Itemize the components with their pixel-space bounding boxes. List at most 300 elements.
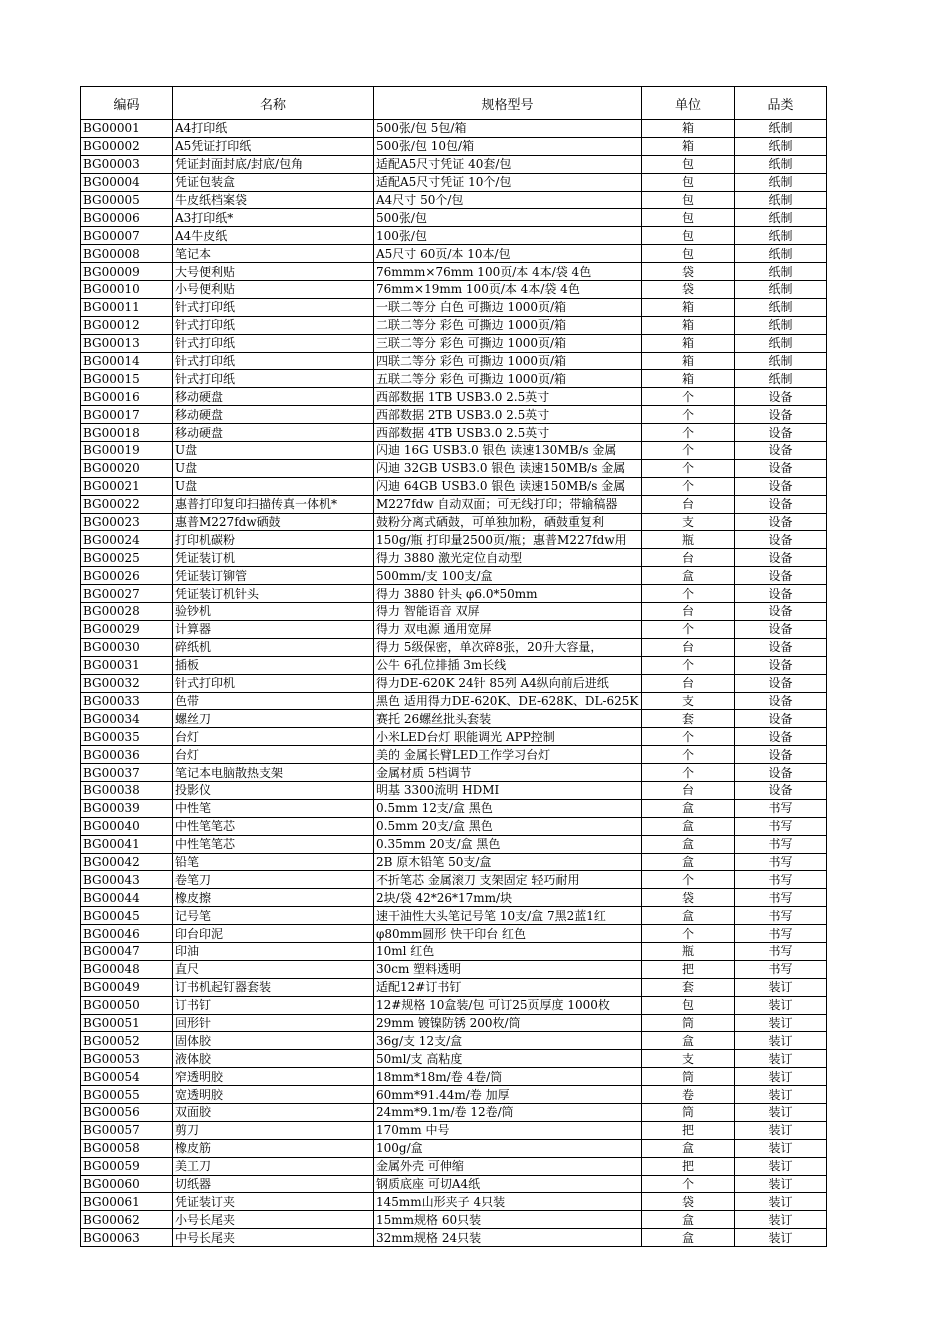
cell-name: 剪刀 <box>173 1121 374 1139</box>
cell-name: 凭证装订机 <box>173 549 374 567</box>
cell-code: BG00036 <box>81 746 173 764</box>
cell-name: 凭证装订夹 <box>173 1193 374 1211</box>
cell-code: BG00009 <box>81 263 173 281</box>
cell-code: BG00015 <box>81 370 173 388</box>
table-row <box>81 781 827 799</box>
cell-unit: 箱 <box>642 316 735 334</box>
cell-spec: 得力 3880 针头 φ6.0*50mm <box>374 585 642 603</box>
cell-category: 装订 <box>735 1068 827 1086</box>
cell-name: U盘 <box>173 459 374 477</box>
cell-spec: 得力 5级保密，单次碎8张，20升大容量， <box>374 638 642 656</box>
cell-code: BG00030 <box>81 638 173 656</box>
table-row <box>81 459 827 477</box>
cell-code: BG00038 <box>81 781 173 799</box>
cell-code: BG00050 <box>81 996 173 1014</box>
cell-unit: 台 <box>642 638 735 656</box>
cell-code: BG00062 <box>81 1211 173 1229</box>
cell-unit: 支 <box>642 1050 735 1068</box>
cell-code: BG00052 <box>81 1032 173 1050</box>
cell-spec: 2块/袋 42*26*17mm/块 <box>374 889 642 907</box>
cell-name: 订书机起钉器套装 <box>173 978 374 996</box>
cell-unit: 瓶 <box>642 531 735 549</box>
cell-category: 纸制 <box>735 137 827 155</box>
cell-name: 碎纸机 <box>173 638 374 656</box>
cell-code: BG00042 <box>81 853 173 871</box>
cell-spec: 50ml/支 高粘度 <box>374 1050 642 1068</box>
cell-unit: 台 <box>642 781 735 799</box>
table-row <box>81 406 827 424</box>
cell-category: 设备 <box>735 728 827 746</box>
table-row <box>81 871 827 889</box>
cell-unit: 包 <box>642 209 735 227</box>
cell-name: 螺丝刀 <box>173 710 374 728</box>
cell-spec: 145mm山形夹子 4只装 <box>374 1193 642 1211</box>
table-row <box>81 746 827 764</box>
cell-spec: 10ml 红色 <box>374 942 642 960</box>
cell-code: BG00047 <box>81 942 173 960</box>
cell-unit: 套 <box>642 710 735 728</box>
table-row <box>81 442 827 460</box>
cell-category: 设备 <box>735 585 827 603</box>
cell-code: BG00011 <box>81 298 173 316</box>
cell-code: BG00026 <box>81 567 173 585</box>
cell-unit: 箱 <box>642 352 735 370</box>
table-row <box>81 567 827 585</box>
cell-category: 纸制 <box>735 155 827 173</box>
cell-code: BG00010 <box>81 281 173 299</box>
cell-spec: 金属外壳 可伸缩 <box>374 1157 642 1175</box>
cell-name: 窄透明胶 <box>173 1068 374 1086</box>
cell-category: 设备 <box>735 692 827 710</box>
cell-unit: 盒 <box>642 1139 735 1157</box>
cell-code: BG00025 <box>81 549 173 567</box>
table-row <box>81 1139 827 1157</box>
cell-unit: 包 <box>642 173 735 191</box>
table-row <box>81 942 827 960</box>
cell-category: 装订 <box>735 1050 827 1068</box>
table-row <box>81 1157 827 1175</box>
cell-spec: 0.35mm 20支/盒 黑色 <box>374 835 642 853</box>
table-row <box>81 495 827 513</box>
cell-spec: 76mm×19mm 100页/本 4本/袋 4色 <box>374 281 642 299</box>
cell-unit: 箱 <box>642 334 735 352</box>
cell-name: 液体胶 <box>173 1050 374 1068</box>
cell-unit: 盒 <box>642 1032 735 1050</box>
cell-name: 卷笔刀 <box>173 871 374 889</box>
cell-name: 回形针 <box>173 1014 374 1032</box>
table-row <box>81 549 827 567</box>
cell-category: 设备 <box>735 781 827 799</box>
table-row <box>81 638 827 656</box>
table-row <box>81 531 827 549</box>
cell-spec: 三联二等分 彩色 可撕边 1000页/箱 <box>374 334 642 352</box>
cell-unit: 箱 <box>642 120 735 138</box>
cell-unit: 盒 <box>642 567 735 585</box>
cell-unit: 套 <box>642 978 735 996</box>
header-unit: 单位 <box>642 87 735 120</box>
cell-spec: M227fdw 自动双面；可无线打印；带输稿器 <box>374 495 642 513</box>
cell-code: BG00014 <box>81 352 173 370</box>
header-category: 品类 <box>735 87 827 120</box>
cell-code: BG00033 <box>81 692 173 710</box>
cell-name: 笔记本 <box>173 245 374 263</box>
cell-category: 书写 <box>735 907 827 925</box>
table-body <box>81 120 827 1247</box>
cell-code: BG00029 <box>81 620 173 638</box>
cell-category: 设备 <box>735 620 827 638</box>
cell-unit: 筒 <box>642 1103 735 1121</box>
table-row <box>81 263 827 281</box>
cell-name: 色带 <box>173 692 374 710</box>
table-row <box>81 692 827 710</box>
cell-category: 设备 <box>735 746 827 764</box>
cell-name: 中性笔 <box>173 799 374 817</box>
cell-unit: 台 <box>642 549 735 567</box>
cell-code: BG00008 <box>81 245 173 263</box>
cell-category: 设备 <box>735 764 827 782</box>
cell-code: BG00051 <box>81 1014 173 1032</box>
cell-category: 设备 <box>735 424 827 442</box>
cell-spec: 15mm规格 60只装 <box>374 1211 642 1229</box>
cell-category: 设备 <box>735 495 827 513</box>
cell-spec: 适配A5尺寸凭证 10个/包 <box>374 173 642 191</box>
cell-category: 书写 <box>735 871 827 889</box>
cell-unit: 盒 <box>642 799 735 817</box>
table-row <box>81 424 827 442</box>
cell-unit: 卷 <box>642 1086 735 1104</box>
cell-category: 装订 <box>735 1175 827 1193</box>
cell-name: A5凭证打印纸 <box>173 137 374 155</box>
cell-category: 纸制 <box>735 263 827 281</box>
cell-code: BG00013 <box>81 334 173 352</box>
cell-name: U盘 <box>173 442 374 460</box>
cell-category: 书写 <box>735 889 827 907</box>
cell-unit: 个 <box>642 620 735 638</box>
cell-name: 切纸器 <box>173 1175 374 1193</box>
table-row <box>81 889 827 907</box>
cell-name: 宽透明胶 <box>173 1086 374 1104</box>
cell-spec: 500张/包 <box>374 209 642 227</box>
cell-category: 书写 <box>735 817 827 835</box>
cell-code: BG00002 <box>81 137 173 155</box>
cell-code: BG00031 <box>81 656 173 674</box>
cell-code: BG00037 <box>81 764 173 782</box>
cell-name: 针式打印纸 <box>173 370 374 388</box>
cell-unit: 个 <box>642 746 735 764</box>
cell-name: 中性笔笔芯 <box>173 817 374 835</box>
cell-category: 书写 <box>735 925 827 943</box>
table-row <box>81 1032 827 1050</box>
cell-code: BG00039 <box>81 799 173 817</box>
cell-spec: 0.5mm 12支/盒 黑色 <box>374 799 642 817</box>
cell-category: 设备 <box>735 531 827 549</box>
supplies-table <box>80 86 827 1247</box>
cell-name: 针式打印纸 <box>173 352 374 370</box>
cell-unit: 筒 <box>642 1068 735 1086</box>
cell-category: 纸制 <box>735 209 827 227</box>
cell-category: 书写 <box>735 960 827 978</box>
cell-name: 针式打印纸 <box>173 334 374 352</box>
table-row <box>81 620 827 638</box>
cell-category: 纸制 <box>735 227 827 245</box>
cell-spec: 美的 金属长臂LED工作学习台灯 <box>374 746 642 764</box>
table-row <box>81 1121 827 1139</box>
cell-spec: 18mm*18m/卷 4卷/筒 <box>374 1068 642 1086</box>
table-row <box>81 978 827 996</box>
cell-spec: 一联二等分 白色 可撕边 1000页/箱 <box>374 298 642 316</box>
cell-category: 纸制 <box>735 298 827 316</box>
cell-name: 直尺 <box>173 960 374 978</box>
cell-category: 纸制 <box>735 191 827 209</box>
table-row <box>81 1103 827 1121</box>
cell-unit: 个 <box>642 388 735 406</box>
cell-category: 纸制 <box>735 370 827 388</box>
table-row <box>81 209 827 227</box>
cell-name: 凭证装订机针头 <box>173 585 374 603</box>
cell-unit: 个 <box>642 424 735 442</box>
cell-spec: 鼓粉分离式硒鼓，可单独加粉，硒鼓重复利 <box>374 513 642 531</box>
cell-spec: 闪迪 16G USB3.0 银色 读速130MB/s 金属 <box>374 442 642 460</box>
cell-name: U盘 <box>173 477 374 495</box>
cell-spec: 黑色 适用得力DE-620K、DE-628K、DL-625K <box>374 692 642 710</box>
cell-name: 针式打印机 <box>173 674 374 692</box>
cell-spec: 24mm*9.1m/卷 12卷/筒 <box>374 1103 642 1121</box>
cell-name: A3打印纸* <box>173 209 374 227</box>
cell-spec: 金属材质 5档调节 <box>374 764 642 782</box>
cell-spec: 29mm 镀镍防锈 200枚/筒 <box>374 1014 642 1032</box>
cell-name: 针式打印纸 <box>173 316 374 334</box>
table-row <box>81 352 827 370</box>
cell-category: 纸制 <box>735 334 827 352</box>
cell-unit: 袋 <box>642 1193 735 1211</box>
table-row <box>81 1086 827 1104</box>
cell-spec: 2B 原木铅笔 50支/盒 <box>374 853 642 871</box>
cell-unit: 台 <box>642 495 735 513</box>
cell-category: 设备 <box>735 442 827 460</box>
table-row <box>81 799 827 817</box>
cell-name: 移动硬盘 <box>173 424 374 442</box>
cell-category: 设备 <box>735 674 827 692</box>
cell-code: BG00046 <box>81 925 173 943</box>
cell-category: 装订 <box>735 978 827 996</box>
table-row <box>81 1175 827 1193</box>
cell-category: 装订 <box>735 1103 827 1121</box>
cell-code: BG00019 <box>81 442 173 460</box>
cell-spec: 500张/包 10包/箱 <box>374 137 642 155</box>
cell-category: 装订 <box>735 1211 827 1229</box>
cell-unit: 个 <box>642 871 735 889</box>
cell-name: 记号笔 <box>173 907 374 925</box>
header-row <box>81 87 827 120</box>
table-row <box>81 1050 827 1068</box>
cell-spec: 得力 双电源 通用宽屏 <box>374 620 642 638</box>
cell-spec: 二联二等分 彩色 可撕边 1000页/箱 <box>374 316 642 334</box>
cell-unit: 台 <box>642 674 735 692</box>
cell-unit: 个 <box>642 459 735 477</box>
table-row <box>81 996 827 1014</box>
cell-category: 纸制 <box>735 245 827 263</box>
cell-category: 装订 <box>735 996 827 1014</box>
cell-unit: 袋 <box>642 281 735 299</box>
cell-spec: 适配12#订书钉 <box>374 978 642 996</box>
cell-name: 凭证包装盒 <box>173 173 374 191</box>
table-row <box>81 1193 827 1211</box>
cell-spec: 西部数据 1TB USB3.0 2.5英寸 <box>374 388 642 406</box>
cell-unit: 袋 <box>642 263 735 281</box>
cell-name: 大号便利贴 <box>173 263 374 281</box>
cell-spec: 36g/支 12支/盒 <box>374 1032 642 1050</box>
cell-code: BG00049 <box>81 978 173 996</box>
cell-name: 投影仪 <box>173 781 374 799</box>
cell-code: BG00034 <box>81 710 173 728</box>
table-row <box>81 817 827 835</box>
cell-unit: 支 <box>642 692 735 710</box>
table-row <box>81 137 827 155</box>
cell-name: 凭证装订铆管 <box>173 567 374 585</box>
cell-spec: 明基 3300流明 HDMI <box>374 781 642 799</box>
cell-code: BG00001 <box>81 120 173 138</box>
cell-name: 橡皮擦 <box>173 889 374 907</box>
cell-unit: 盒 <box>642 817 735 835</box>
cell-category: 装订 <box>735 1193 827 1211</box>
cell-category: 装订 <box>735 1032 827 1050</box>
cell-code: BG00027 <box>81 585 173 603</box>
cell-category: 书写 <box>735 835 827 853</box>
cell-spec: 100张/包 <box>374 227 642 245</box>
table-row <box>81 513 827 531</box>
cell-unit: 个 <box>642 442 735 460</box>
cell-unit: 盒 <box>642 1211 735 1229</box>
cell-unit: 个 <box>642 1175 735 1193</box>
cell-unit: 个 <box>642 656 735 674</box>
table-row <box>81 710 827 728</box>
cell-unit: 个 <box>642 585 735 603</box>
cell-spec: 76mmm×76mm 100页/本 4本/袋 4色 <box>374 263 642 281</box>
cell-name: 小号长尾夹 <box>173 1211 374 1229</box>
cell-spec: 公牛 6孔位排插 3m长线 <box>374 656 642 674</box>
cell-code: BG00024 <box>81 531 173 549</box>
cell-spec: 100g/盒 <box>374 1139 642 1157</box>
cell-category: 纸制 <box>735 281 827 299</box>
table-row <box>81 603 827 621</box>
cell-category: 设备 <box>735 710 827 728</box>
cell-spec: 四联二等分 彩色 可撕边 1000页/箱 <box>374 352 642 370</box>
cell-category: 设备 <box>735 567 827 585</box>
cell-code: BG00056 <box>81 1103 173 1121</box>
table-row <box>81 191 827 209</box>
cell-unit: 盒 <box>642 835 735 853</box>
cell-code: BG00044 <box>81 889 173 907</box>
cell-name: 中号长尾夹 <box>173 1229 374 1247</box>
table-row <box>81 155 827 173</box>
cell-category: 装订 <box>735 1157 827 1175</box>
cell-code: BG00018 <box>81 424 173 442</box>
cell-name: 橡皮筋 <box>173 1139 374 1157</box>
table-row <box>81 227 827 245</box>
table-row <box>81 585 827 603</box>
table-row <box>81 728 827 746</box>
cell-code: BG00059 <box>81 1157 173 1175</box>
cell-spec: A5尺寸 60页/本 10本/包 <box>374 245 642 263</box>
table-row <box>81 1229 827 1247</box>
cell-code: BG00054 <box>81 1068 173 1086</box>
cell-category: 设备 <box>735 549 827 567</box>
cell-code: BG00032 <box>81 674 173 692</box>
cell-name: 台灯 <box>173 728 374 746</box>
cell-category: 纸制 <box>735 352 827 370</box>
cell-name: 插板 <box>173 656 374 674</box>
cell-name: 订书钉 <box>173 996 374 1014</box>
cell-spec: 小米LED台灯 职能调光 APP控制 <box>374 728 642 746</box>
cell-unit: 包 <box>642 227 735 245</box>
cell-spec: 速干油性大头笔记号笔 10支/盒 7黑2蓝1红 <box>374 907 642 925</box>
cell-name: 针式打印纸 <box>173 298 374 316</box>
cell-spec: 适配A5尺寸凭证 40套/包 <box>374 155 642 173</box>
cell-spec: 赛托 26螺丝批头套装 <box>374 710 642 728</box>
cell-spec: 32mm规格 24只装 <box>374 1229 642 1247</box>
cell-code: BG00040 <box>81 817 173 835</box>
header-code: 编码 <box>81 87 173 120</box>
table-row <box>81 674 827 692</box>
cell-spec: 闪迪 32GB USB3.0 银色 读速150MB/s 金属 <box>374 459 642 477</box>
cell-spec: 得力DE-620K 24针 85列 A4纵向前后进纸 <box>374 674 642 692</box>
cell-code: BG00057 <box>81 1121 173 1139</box>
table-row <box>81 1068 827 1086</box>
cell-name: 固体胶 <box>173 1032 374 1050</box>
cell-code: BG00023 <box>81 513 173 531</box>
cell-name: 铅笔 <box>173 853 374 871</box>
cell-unit: 瓶 <box>642 942 735 960</box>
cell-name: 牛皮纸档案袋 <box>173 191 374 209</box>
cell-category: 设备 <box>735 656 827 674</box>
cell-name: 凭证封面封底/封底/包角 <box>173 155 374 173</box>
cell-code: BG00058 <box>81 1139 173 1157</box>
cell-spec: 得力 智能语音 双屏 <box>374 603 642 621</box>
cell-unit: 箱 <box>642 298 735 316</box>
cell-name: A4牛皮纸 <box>173 227 374 245</box>
cell-name: 美工刀 <box>173 1157 374 1175</box>
table-row <box>81 298 827 316</box>
cell-category: 装订 <box>735 1014 827 1032</box>
cell-category: 设备 <box>735 388 827 406</box>
cell-unit: 支 <box>642 513 735 531</box>
table-row <box>81 960 827 978</box>
cell-name: 移动硬盘 <box>173 406 374 424</box>
cell-code: BG00028 <box>81 603 173 621</box>
cell-category: 书写 <box>735 853 827 871</box>
cell-category: 装订 <box>735 1139 827 1157</box>
cell-unit: 个 <box>642 728 735 746</box>
cell-unit: 盒 <box>642 853 735 871</box>
cell-unit: 个 <box>642 764 735 782</box>
cell-unit: 箱 <box>642 370 735 388</box>
cell-code: BG00053 <box>81 1050 173 1068</box>
cell-name: 验钞机 <box>173 603 374 621</box>
cell-name: 印台印泥 <box>173 925 374 943</box>
cell-name: 中性笔笔芯 <box>173 835 374 853</box>
table-row <box>81 835 827 853</box>
cell-code: BG00021 <box>81 477 173 495</box>
header-spec: 规格型号 <box>374 87 642 120</box>
cell-name: 计算器 <box>173 620 374 638</box>
cell-name: 双面胶 <box>173 1103 374 1121</box>
cell-spec: φ80mm圆形 快干印台 红色 <box>374 925 642 943</box>
cell-code: BG00061 <box>81 1193 173 1211</box>
table-row <box>81 1014 827 1032</box>
cell-spec: 500张/包 5包/箱 <box>374 120 642 138</box>
cell-code: BG00012 <box>81 316 173 334</box>
table-row <box>81 853 827 871</box>
